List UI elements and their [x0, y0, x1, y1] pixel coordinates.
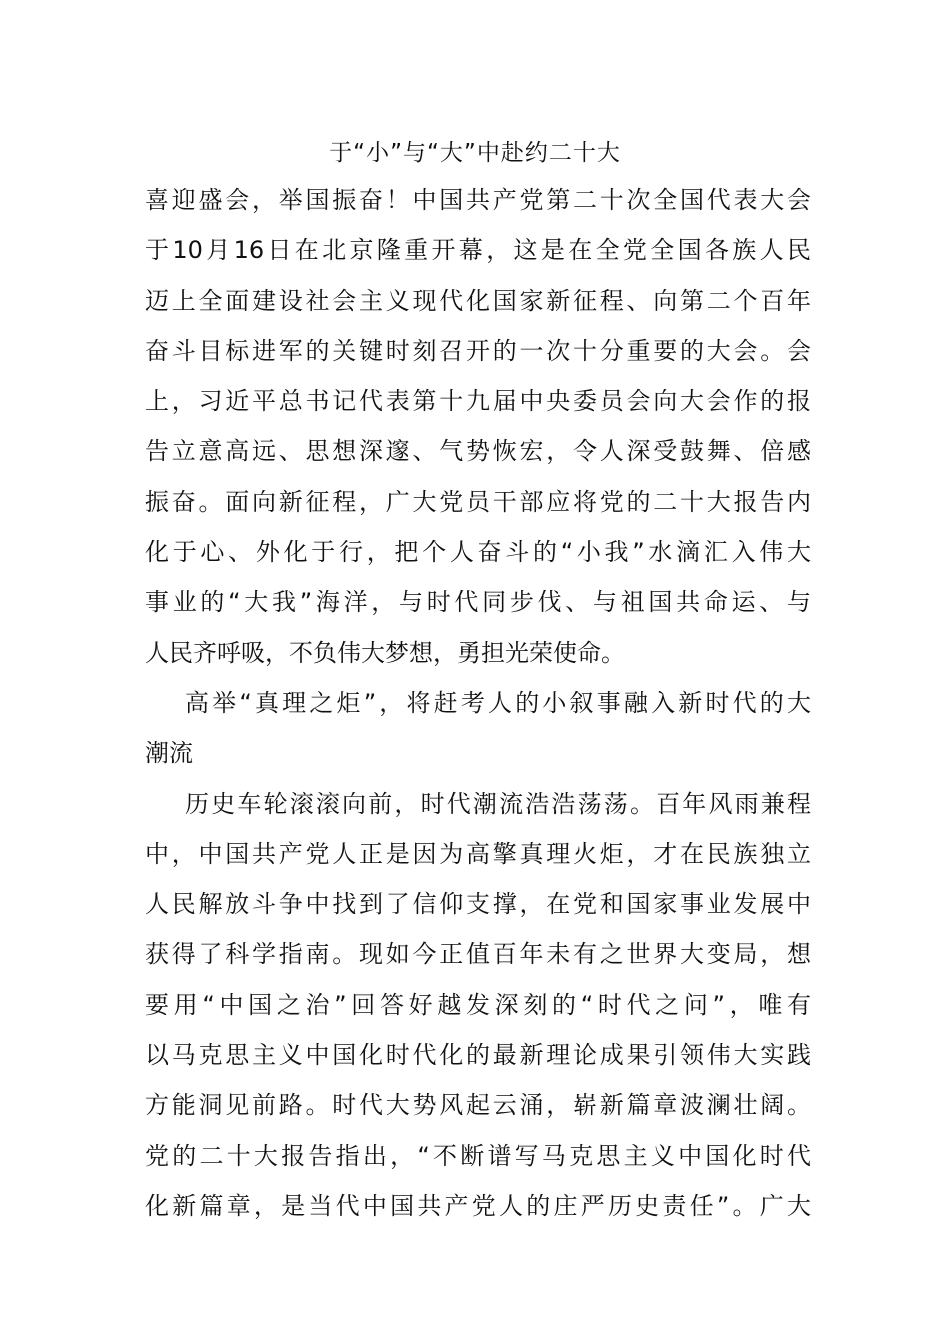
section-heading-line: 潮流	[145, 739, 193, 768]
text-line: 方能洞见前路。时代大势风起云涌，崭新篇章波澜壮阔。	[145, 1091, 811, 1120]
text-line: 人民解放斗争中找到了信仰支撑，在党和国家事业发展中	[145, 890, 811, 919]
text-line: 人民齐呼吸，不负伟大梦想，勇担光荣使命。	[145, 638, 625, 667]
text-line: 事业的“大我”海洋，与时代同步伐、与祖国共命运、与	[145, 588, 811, 617]
text-line: 迈上全面建设社会主义现代化国家新征程、向第二个百年	[145, 286, 811, 315]
text-line: 喜迎盛会，举国振奋！中国共产党第二十次全国代表大会	[145, 186, 811, 214]
text-line: 党的二十大报告指出，“不断谱写马克思主义中国化时代	[145, 1141, 811, 1170]
document-body	[145, 180, 811, 1236]
text-line: 化于心、外化于行，把个人奋斗的“小我”水滴汇入伟大	[145, 538, 811, 567]
text-line: 振奋。面向新征程，广大党员干部应将党的二十大报告内	[145, 487, 811, 516]
document-title: 于“小”与“大”中赴约二十大	[329, 140, 621, 166]
text-line: 化新篇章，是当代中国共产党人的庄严历史责任”。广大	[145, 1191, 811, 1220]
text-line: 上，习近平总书记代表第十九届中央委员会向大会作的报	[145, 387, 811, 416]
section-heading-line: 高举“真理之炬”，将赶考人的小叙事融入新时代的大	[185, 688, 811, 717]
text-line: 获得了科学指南。现如今正值百年未有之世界大变局，想	[145, 940, 811, 969]
text-line: 奋斗目标进军的关键时刻召开的一次十分重要的大会。会	[145, 336, 811, 365]
text-line: 中，中国共产党人正是因为高擎真理火炬，才在民族独立	[145, 839, 811, 868]
text-line: 以马克思主义中国化时代化的最新理论成果引领伟大实践	[145, 1041, 811, 1070]
text-line: 要用“中国之治”回答好越发深刻的“时代之问”，唯有	[145, 990, 811, 1019]
text-line: 于10月16日在北京隆重开幕，这是在全党全国各族人民	[145, 236, 811, 265]
text-line: 历史车轮滚滚向前，时代潮流浩浩荡荡。百年风雨兼程	[185, 789, 811, 818]
text-line: 告立意高远、思想深邃、气势恢宏，令人深受鼓舞、倍感	[145, 437, 811, 466]
